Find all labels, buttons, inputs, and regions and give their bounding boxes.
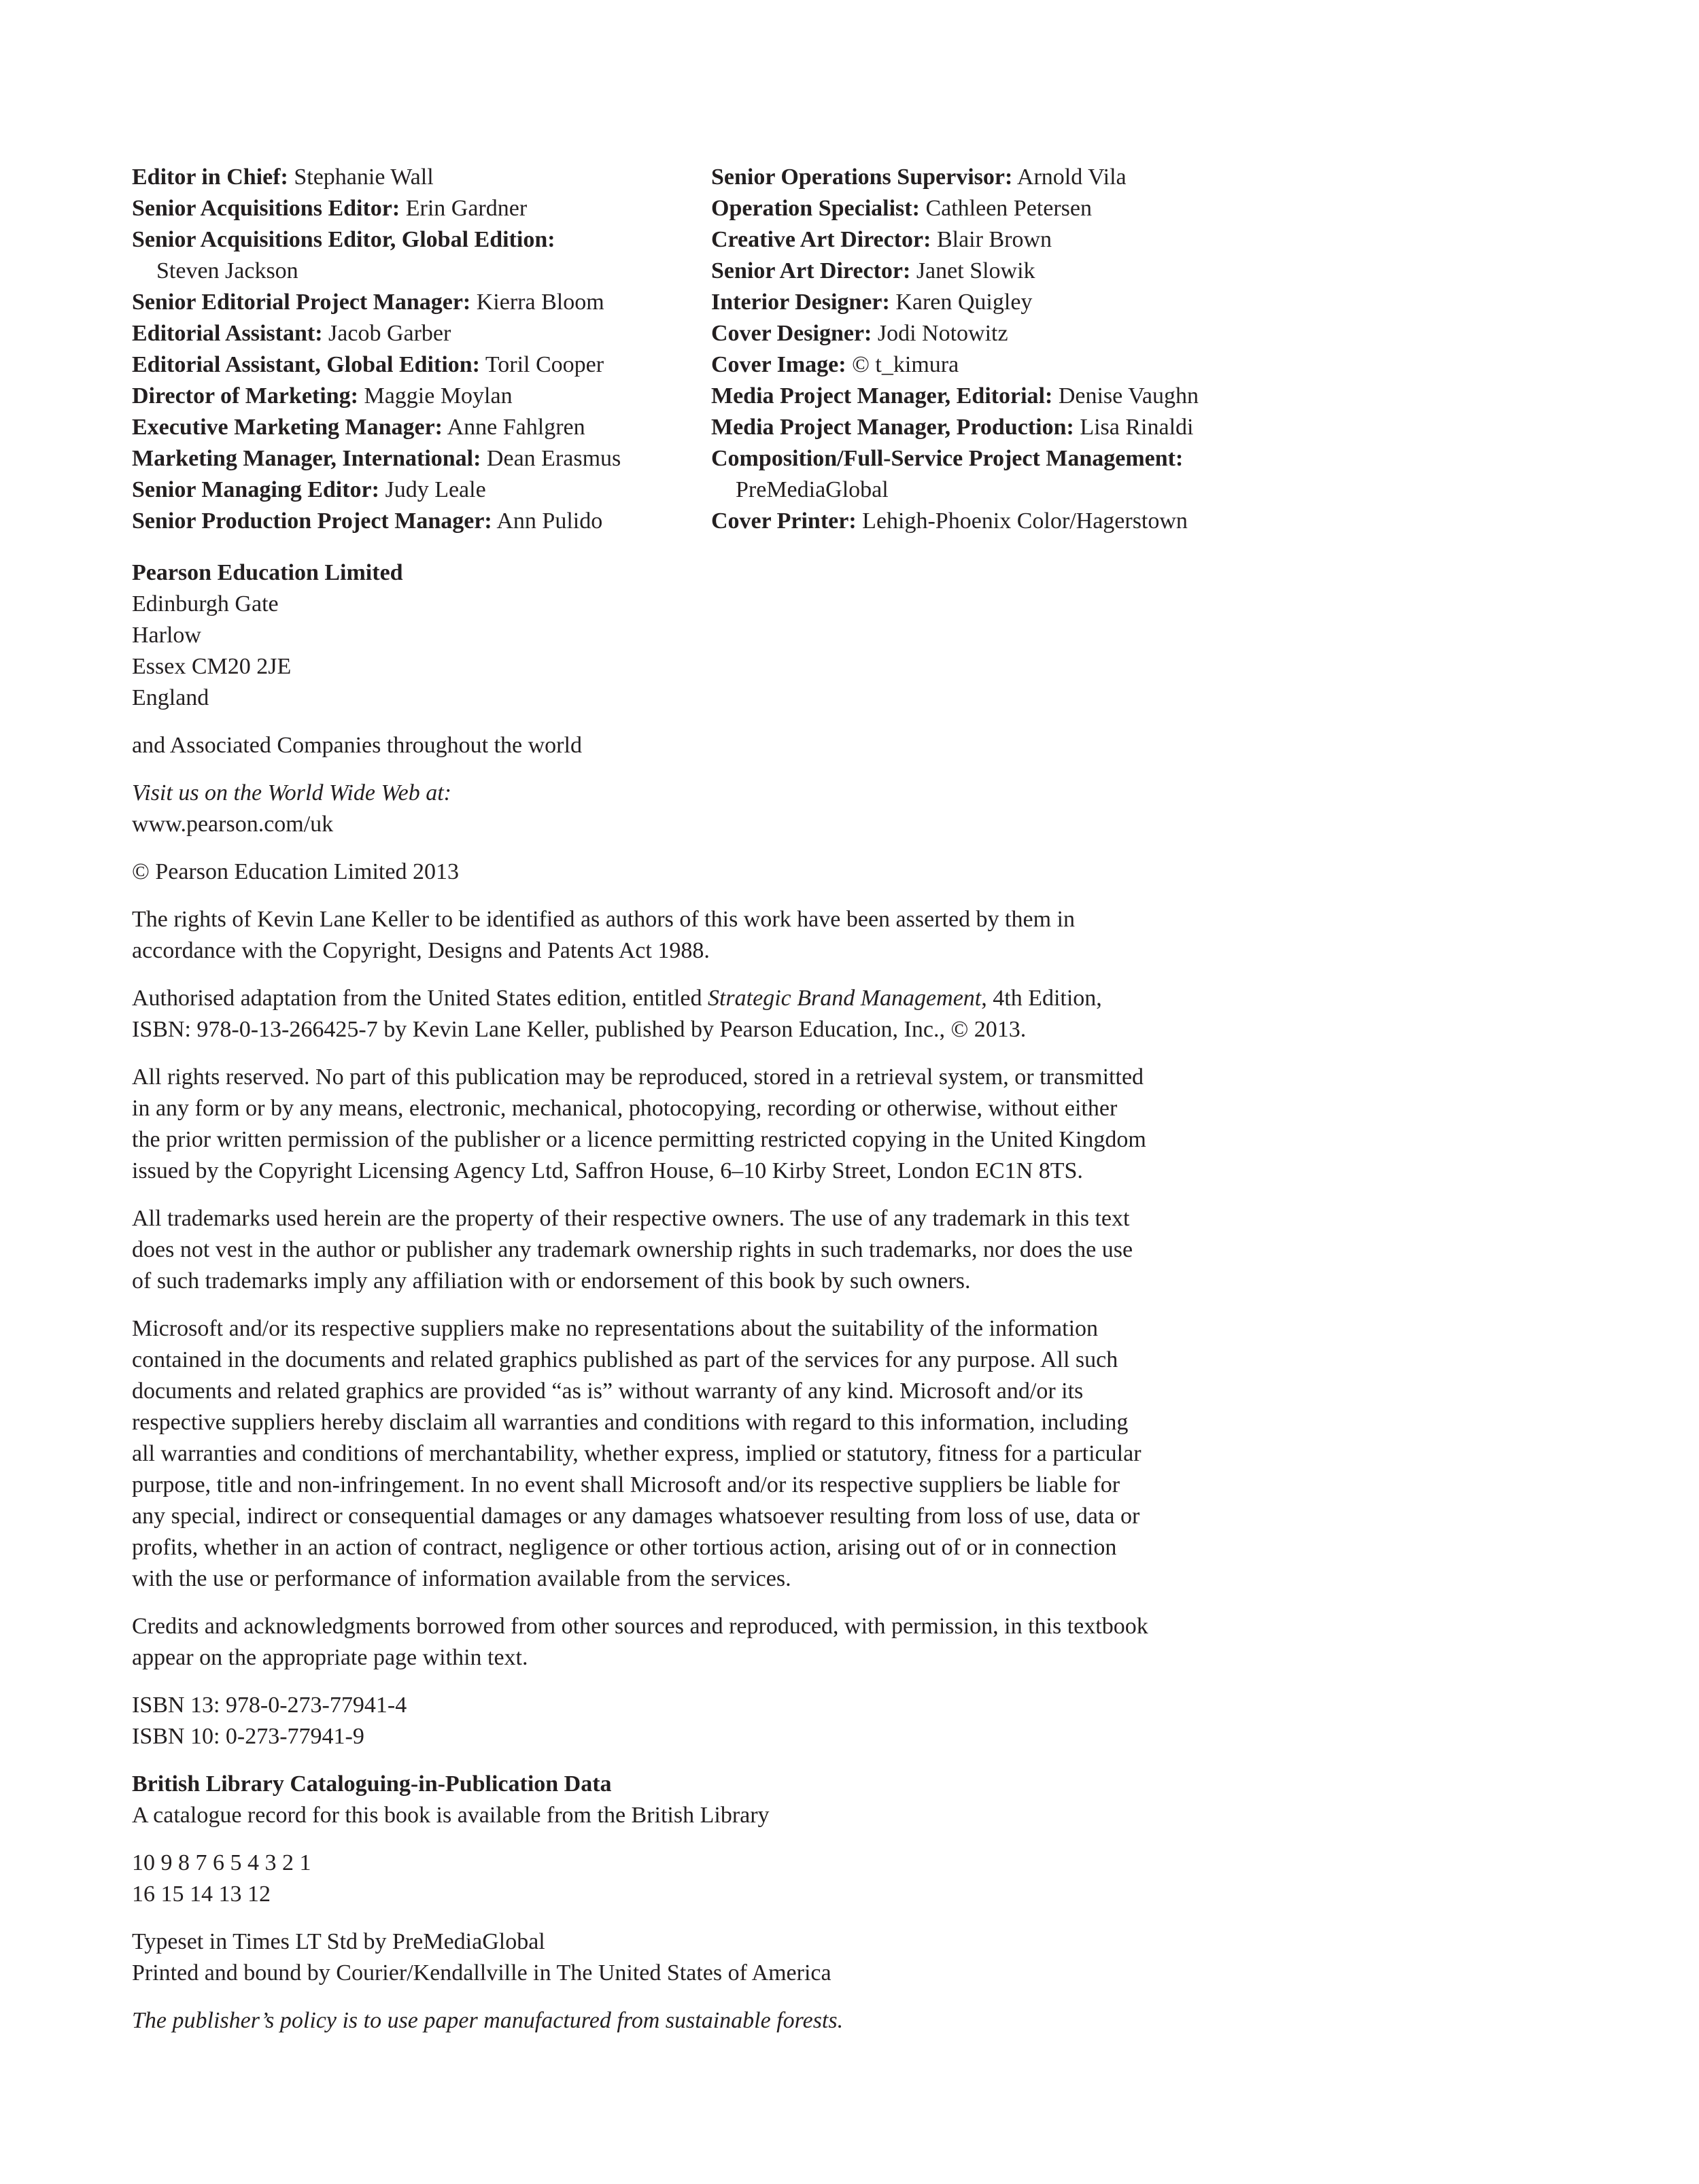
credit-name: Maggie Moylan: [364, 383, 513, 409]
credit-line: [711, 443, 1459, 506]
credit-name: Toril Cooper: [485, 352, 604, 377]
imprint-body: [132, 557, 1288, 2053]
credit-line: [132, 162, 744, 193]
paragraph-line: All trademarks used herein are the property of their respective owners. The use of any trademark in this text: [132, 1206, 1130, 1231]
credits-left-column: [132, 162, 744, 537]
paragraph-line: the prior written permission of the publisher or a licence permitting restricted copying in the United Kingdom: [132, 1127, 1146, 1152]
web-url: www.pearson.com/uk: [132, 812, 334, 837]
credit-name: Ann Pulido: [496, 508, 603, 534]
typeset-text: Typeset in Times LT Std by PreMediaGlobal: [132, 1929, 545, 1954]
credit-name: Cathleen Petersen: [925, 196, 1092, 221]
print-numbers: 10 9 8 7 6 5 4 3 2 1: [132, 1850, 311, 1875]
credit-line: [711, 224, 1459, 256]
isbn-13: ISBN 13: 978-0-273-77941-4: [132, 1693, 407, 1718]
credit-role: Senior Production Project Manager:: [132, 508, 492, 534]
policy-block: [132, 2005, 1288, 2036]
paragraph-line: profits, whether in an action of contract, negligence or other tortious action, arising out of or in connection: [132, 1535, 1117, 1560]
credit-role: Cover Designer:: [711, 321, 872, 346]
credit-name: Janet Slowik: [916, 258, 1035, 283]
address-line: England: [132, 685, 209, 710]
credit-name: Karen Quigley: [895, 290, 1033, 315]
paper-policy: The publisher’s policy is to use paper manufactured from sustainable forests.: [132, 2008, 844, 2033]
web-label: Visit us on the World Wide Web at:: [132, 780, 452, 805]
credit-line: [132, 506, 744, 537]
paragraph-line: ISBN: 978-0-13-266425-7 by Kevin Lane Keller, published by Pearson Education, Inc., © 2013.: [132, 1017, 1027, 1042]
credit-role: Cover Image:: [711, 352, 846, 377]
cip-heading: British Library Cataloguing-in-Publication Data: [132, 1771, 612, 1797]
credit-line: [132, 224, 744, 287]
credit-name: Arnold Vila: [1016, 164, 1127, 190]
credit-role: Creative Art Director:: [711, 227, 931, 252]
paragraph-line: issued by the Copyright Licensing Agency Ltd, Saffron House, 6–10 Kirby Street, London EC1N 8TS.: [132, 1158, 1083, 1183]
isbn-block: [132, 1690, 1288, 1752]
paragraph-line: purpose, title and non-infringement. In no event shall Microsoft and/or its respective suppliers be liable for: [132, 1472, 1120, 1497]
copyright-text: © Pearson Education Limited 2013: [132, 859, 459, 884]
adaptation-suffix: , 4th Edition,: [981, 986, 1102, 1011]
rights-paragraph: [132, 904, 1288, 967]
trademarks-paragraph: [132, 1203, 1288, 1297]
microsoft-disclaimer-paragraph: [132, 1313, 1288, 1595]
paragraph-line: accordance with the Copyright, Designs and Patents Act 1988.: [132, 938, 710, 963]
address-line: Essex CM20 2JE: [132, 654, 292, 679]
credit-name: Kierra Bloom: [476, 290, 604, 315]
credit-line: [132, 443, 744, 474]
credit-name: Denise Vaughn: [1058, 383, 1199, 409]
credit-line: [711, 381, 1459, 412]
credit-role: Operation Specialist:: [711, 196, 920, 221]
adaptation-prefix: Authorised adaptation from the United States edition, entitled: [132, 986, 708, 1011]
credits-acknowledgments-paragraph: [132, 1611, 1288, 1674]
credit-name: Jacob Garber: [328, 321, 451, 346]
credit-role: Senior Managing Editor:: [132, 477, 379, 502]
credit-name: © t_kimura: [852, 352, 959, 377]
credit-line: [132, 318, 744, 349]
credit-role: Interior Designer:: [711, 290, 890, 315]
paragraph-line: of such trademarks imply any affiliation with or endorsement of this book by such owners.: [132, 1268, 971, 1294]
credit-role: Editorial Assistant, Global Edition:: [132, 352, 480, 377]
credit-role: Senior Editorial Project Manager:: [132, 290, 471, 315]
credit-name: Jodi Notowitz: [877, 321, 1008, 346]
credit-line: [711, 318, 1459, 349]
credit-role: Executive Marketing Manager:: [132, 415, 443, 440]
paragraph-line: Credits and acknowledgments borrowed from other sources and reproduced, with permission, in this textbook: [132, 1614, 1148, 1639]
credit-role: Editorial Assistant:: [132, 321, 323, 346]
credit-role: Senior Operations Supervisor:: [711, 164, 1013, 190]
credit-name: PreMediaGlobal: [736, 477, 889, 502]
credit-role: Media Project Manager, Editorial:: [711, 383, 1053, 409]
credit-role: Senior Acquisitions Editor:: [132, 196, 400, 221]
paragraph-line: any special, indirect or consequential damages or any damages whatsoever resulting from loss of use, data or: [132, 1504, 1140, 1529]
credit-role: Director of Marketing:: [132, 383, 358, 409]
associated-text: and Associated Companies throughout the world: [132, 733, 582, 758]
credit-line: [132, 287, 744, 318]
paragraph-line: appear on the appropriate page within text.: [132, 1645, 528, 1670]
credit-name: Erin Gardner: [405, 196, 528, 221]
printing-line-block: [132, 1848, 1288, 1910]
associated-companies: [132, 730, 1288, 761]
credit-name: Lehigh-Phoenix Color/Hagerstown: [862, 508, 1188, 534]
credit-line: [711, 412, 1459, 443]
credit-line: [711, 349, 1459, 381]
credit-role: Cover Printer:: [711, 508, 857, 534]
publisher-address: [132, 557, 1288, 714]
all-rights-paragraph: [132, 1062, 1288, 1187]
credit-line: [132, 193, 744, 224]
credit-line: [132, 349, 744, 381]
credits-right-column: [711, 162, 1459, 537]
paragraph-line: does not vest in the author or publisher any trademark ownership rights in such trademarks, nor does the use: [132, 1237, 1133, 1262]
publisher-name: Pearson Education Limited: [132, 560, 403, 585]
credit-name: Lisa Rinaldi: [1080, 415, 1194, 440]
web-info: [132, 778, 1288, 840]
credit-line: [132, 381, 744, 412]
paragraph-line: with the use or performance of information available from the services.: [132, 1566, 791, 1591]
address-line: Edinburgh Gate: [132, 591, 279, 617]
paragraph-line: All rights reserved. No part of this publication may be reproduced, stored in a retrieval system, or transmitted: [132, 1064, 1144, 1090]
credit-line: [711, 256, 1459, 287]
credit-line: [711, 287, 1459, 318]
cip-text: A catalogue record for this book is available from the British Library: [132, 1803, 770, 1828]
adaptation-paragraph: [132, 983, 1288, 1045]
credit-line: [711, 193, 1459, 224]
paragraph-line: respective suppliers hereby disclaim all warranties and conditions with regard to this information, including: [132, 1410, 1129, 1435]
copyright-notice: [132, 856, 1288, 888]
credit-line: [711, 506, 1459, 537]
print-years: 16 15 14 13 12: [132, 1882, 271, 1907]
paragraph-line: all warranties and conditions of merchantability, whether express, implied or statutory, fitness for a particular: [132, 1441, 1142, 1466]
paragraph-line: contained in the documents and related graphics published as part of the services for any purpose. All such: [132, 1347, 1118, 1372]
credit-role: Media Project Manager, Production:: [711, 415, 1074, 440]
credit-name: Blair Brown: [936, 227, 1052, 252]
credit-role: Marketing Manager, International:: [132, 446, 481, 471]
cip-block: [132, 1769, 1288, 1831]
printed-bound-text: Printed and bound by Courier/Kendallville in The United States of America: [132, 1960, 831, 1986]
credit-role: Senior Art Director:: [711, 258, 911, 283]
paragraph-line: in any form or by any means, electronic, mechanical, photocopying, recording or otherwise, without either: [132, 1096, 1118, 1121]
paragraph-line: Microsoft and/or its respective suppliers make no representations about the suitability of the information: [132, 1316, 1099, 1341]
book-title: Strategic Brand Management: [707, 986, 982, 1011]
typeset-block: [132, 1926, 1288, 1989]
credit-role: Composition/Full-Service Project Management:: [711, 446, 1184, 471]
paragraph-line: The rights of Kevin Lane Keller to be identified as authors of this work have been asserted by them in: [132, 907, 1075, 932]
credit-role: Senior Acquisitions Editor, Global Edition:: [132, 227, 555, 252]
credit-line: [132, 412, 744, 443]
credit-name: Judy Leale: [385, 477, 486, 502]
credit-line: [132, 474, 744, 506]
credit-name: Dean Erasmus: [486, 446, 621, 471]
credit-name: Anne Fahlgren: [447, 415, 585, 440]
paragraph-line: [132, 983, 1288, 1014]
paragraph-line: documents and related graphics are provided “as is” without warranty of any kind. Microsoft and/or its: [132, 1379, 1084, 1404]
credit-line: [711, 162, 1459, 193]
address-line: Harlow: [132, 623, 201, 648]
credit-role: Editor in Chief:: [132, 164, 288, 190]
isbn-10: ISBN 10: 0-273-77941-9: [132, 1724, 364, 1749]
credit-name: Steven Jackson: [156, 258, 298, 283]
credit-name: Stephanie Wall: [294, 164, 434, 190]
